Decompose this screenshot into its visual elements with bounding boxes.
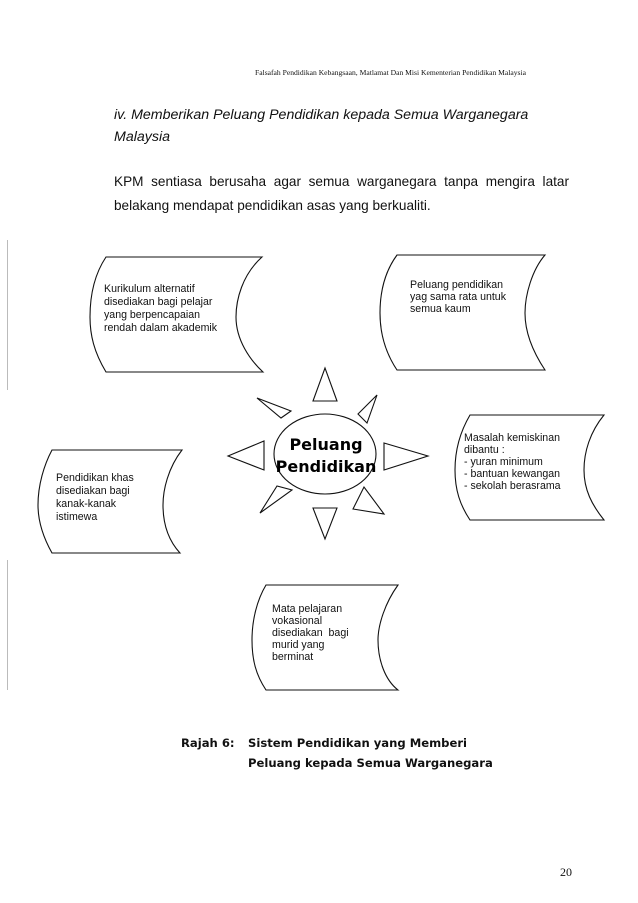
caption-line-1: Sistem Pendidikan yang Memberi xyxy=(248,736,468,750)
box-top-right-line-3: semua kaum xyxy=(410,303,471,315)
center-ellipse xyxy=(274,414,376,494)
box-bottom-line-4: murid yang xyxy=(272,639,325,651)
box-bottom-line-1: Mata pelajaran xyxy=(272,603,343,615)
ray-top-left xyxy=(257,398,291,418)
box-right-line-3: - yuran minimum xyxy=(464,456,543,468)
caption-line-2: Peluang kepada Semua Warganegara xyxy=(248,756,493,770)
ray-top-right xyxy=(358,395,377,423)
ray-bottom xyxy=(313,508,337,539)
box-right-line-1: Masalah kemiskinan xyxy=(464,432,560,444)
box-right-line-4: - bantuan kewangan xyxy=(464,468,561,480)
ray-bottom-left xyxy=(260,486,292,513)
box-top-left-line-4: rendah dalam akademik xyxy=(104,322,218,334)
ray-left xyxy=(228,441,264,470)
box-right-line-2: dibantu : xyxy=(464,444,505,456)
box-left-line-1: Pendidikan khas xyxy=(56,472,134,484)
scan-edge-line xyxy=(7,240,8,390)
scan-edge-line xyxy=(7,560,8,690)
box-right-line-5: - sekolah berasrama xyxy=(464,480,561,492)
paragraph-line-1: KPM sentiasa berusaha agar semua warganegara tanpa mengira latar xyxy=(114,174,569,189)
ray-bottom-right xyxy=(353,487,384,514)
box-top-left-line-2: disediakan bagi pelajar xyxy=(104,296,213,308)
box-bottom-line-2: vokasional xyxy=(272,615,323,627)
ray-right xyxy=(384,443,428,470)
running-header: Falsafah Pendidikan Kebangsaan, Matlamat Dan Misi Kementerian Pendidikan Malaysia xyxy=(255,68,526,77)
box-bottom-line-5: berminat xyxy=(272,651,314,663)
ray-top xyxy=(313,368,337,401)
paragraph-line-2: belakang mendapat pendidikan asas yang berkualiti. xyxy=(114,198,431,213)
box-top-right-line-2: yag sama rata untuk xyxy=(410,291,506,303)
center-label-line2: Pendidikan xyxy=(275,457,377,476)
section-title: iv. Memberikan Peluang Pendidikan kepada Semua Warganegara Malaysia xyxy=(114,107,529,145)
center-label-line1: Peluang xyxy=(289,435,363,454)
box-left-line-4: istimewa xyxy=(56,511,98,523)
box-left-line-2: disediakan bagi xyxy=(56,485,130,497)
box-bottom-line-3: disediakan bagi xyxy=(272,627,349,639)
figure-caption xyxy=(181,733,493,773)
caption-label: Rajah 6: xyxy=(181,736,235,750)
box-top-left-line-3: yang berpencapaian xyxy=(104,309,201,321)
page-number: 20 xyxy=(560,865,572,879)
box-left-line-3: kanak-kanak xyxy=(56,498,117,510)
box-top-left-line-1: Kurikulum alternatif xyxy=(104,283,195,295)
box-top-right-line-1: Peluang pendidikan xyxy=(410,279,504,291)
